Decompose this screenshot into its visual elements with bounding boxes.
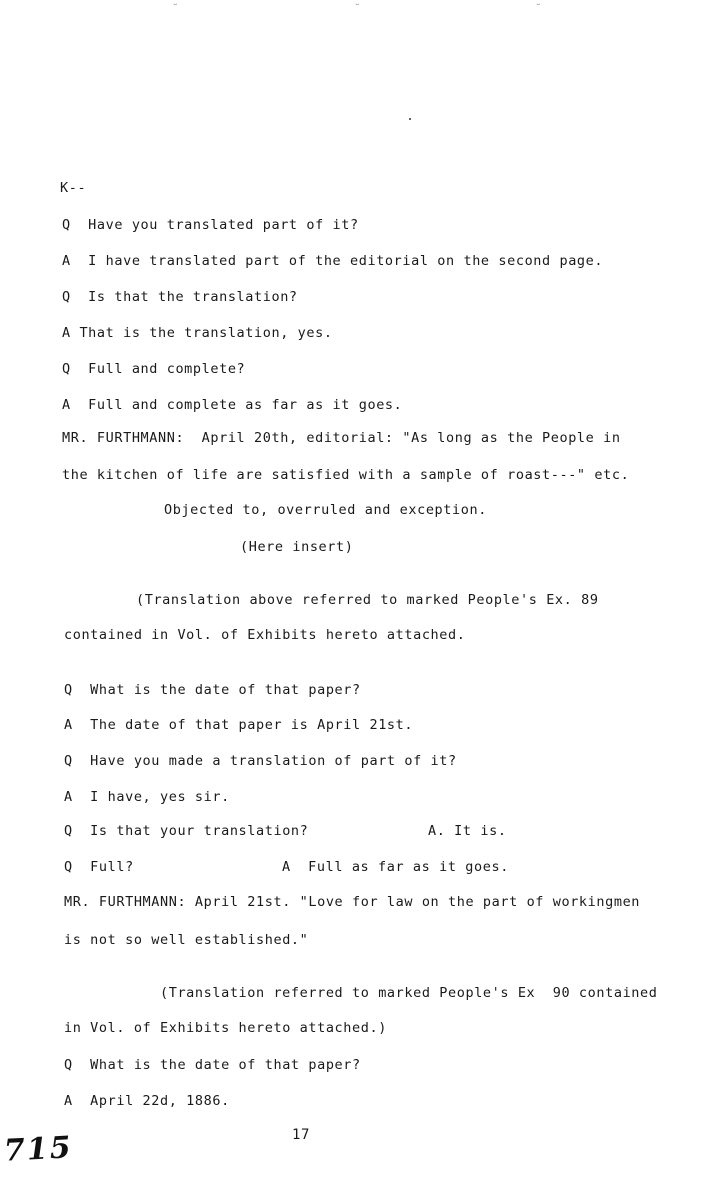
transcript-line: Objected to, overruled and exception. [164, 502, 487, 518]
transcript-line: Q Is that your translation? [64, 823, 309, 839]
transcript-line: A. It is. [428, 823, 507, 839]
transcript-line: MR. FURTHMANN: April 20th, editorial: "As long as the People in [62, 430, 621, 446]
transcript-line: Q Have you made a translation of part of it? [64, 753, 457, 769]
transcript-line: A April 22d, 1886. [64, 1093, 230, 1109]
scan-speck: ˘ [535, 2, 543, 15]
transcript-line: Q Full? [64, 859, 134, 875]
exhibit-note: (Translation above referred to marked People's Ex. 89 [136, 592, 599, 608]
transcript-line: Q Full and complete? [62, 361, 246, 377]
transcript-line: A I have, yes sir. [64, 789, 230, 805]
transcript-line: A That is the translation, yes. [62, 325, 333, 341]
transcript-line: A The date of that paper is April 21st. [64, 717, 414, 733]
scan-speck: ˘ [172, 2, 180, 15]
transcript-line: A Full and complete as far as it goes. [62, 397, 403, 413]
page-number: 17 [292, 1127, 311, 1143]
transcript-line: A I have translated part of the editorial on the second page. [62, 253, 604, 269]
transcript-line: A Full as far as it goes. [282, 859, 509, 875]
scan-speck: ˘ [354, 2, 362, 15]
exhibit-note: contained in Vol. of Exhibits hereto attached. [64, 627, 466, 643]
transcript-line: Q Have you translated part of it? [62, 217, 359, 233]
handwritten-page-number: 715 [3, 1130, 74, 1169]
exhibit-note: in Vol. of Exhibits hereto attached.) [64, 1020, 387, 1036]
transcript-line: the kitchen of life are satisfied with a sample of roast---" etc. [62, 467, 630, 483]
transcript-line: Q Is that the translation? [62, 289, 298, 305]
section-marker: K-- [60, 180, 87, 196]
transcript-line: Q What is the date of that paper? [64, 682, 361, 698]
insert-note: (Here insert) [240, 539, 354, 555]
scan-speck [409, 118, 411, 120]
transcript-line: is not so well established." [64, 932, 309, 948]
transcript-line: Q What is the date of that paper? [64, 1057, 361, 1073]
transcript-line: MR. FURTHMANN: April 21st. "Love for law on the part of workingmen [64, 894, 641, 910]
exhibit-note: (Translation referred to marked People's Ex 90 contained [160, 985, 658, 1001]
